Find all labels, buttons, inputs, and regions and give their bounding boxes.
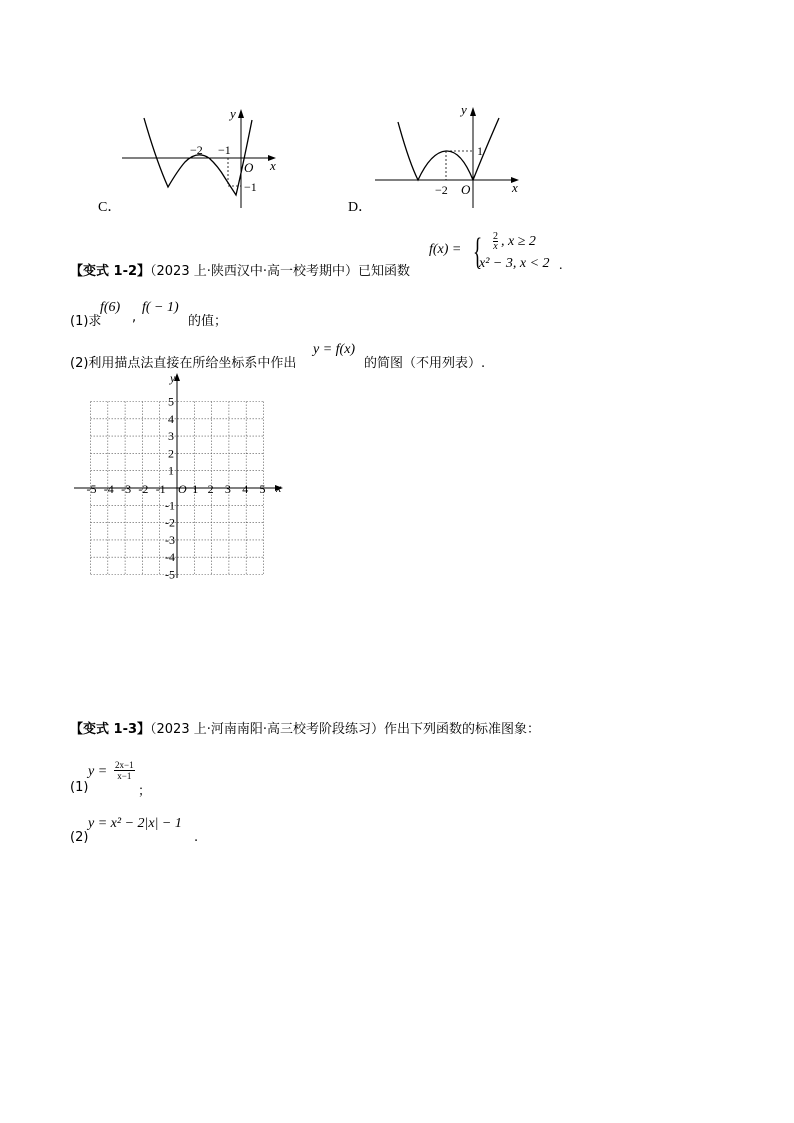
q1-sep: , <box>132 310 137 325</box>
y-tick-label: -2 <box>165 515 175 530</box>
y-tick-label: 3 <box>168 429 174 444</box>
case1-num: 2 <box>493 231 498 242</box>
graph-c-tick-neg1: −1 <box>218 143 231 157</box>
x-tick-label: -1 <box>155 482 166 496</box>
y-tick-label: -5 <box>165 567 175 582</box>
case1-den: x <box>493 241 498 252</box>
graph-d-y-arrow <box>470 107 476 116</box>
q2-suffix: 的简图（不用列表）. <box>364 356 486 371</box>
x-tick-label: -4 <box>103 482 114 496</box>
x-tick-labels <box>87 482 266 496</box>
graph-d-curve <box>398 118 499 180</box>
v13-q1-lhs: y = <box>88 764 108 779</box>
piecewise-case2: x² − 3, x < 2 <box>479 256 550 271</box>
y-tick-label: -1 <box>165 498 175 513</box>
option-d-label[interactable]: D． <box>348 200 373 215</box>
variant-1-3-source: （2023 上·河南南阳·高三校考阶段练习）作出下列函数的标准图象： <box>150 722 540 737</box>
graph-d-tick-neg2: −2 <box>435 183 448 197</box>
q2-func: y = f(x) <box>313 342 356 357</box>
graph-d-x-label: x <box>512 180 518 195</box>
variant-1-3-tag: 【变式 1-3】 <box>70 722 151 737</box>
v13-q1-label: (1) <box>70 780 89 795</box>
option-c-label[interactable]: C． <box>98 200 122 215</box>
x-tick-label: 4 <box>242 482 249 496</box>
q1-prefix: (1)求 <box>70 314 102 329</box>
graph-c-origin: O <box>244 160 254 175</box>
x-tick-label: 3 <box>224 482 231 496</box>
q1-suffix: 的值； <box>188 314 228 329</box>
v13-q1-num: 2x−1 <box>115 760 134 770</box>
grid-origin: O <box>178 482 187 496</box>
v13-q2-func: y = x² − 2|x| − 1 <box>88 816 182 831</box>
x-tick-label: 1 <box>192 482 199 496</box>
x-tick-label: -2 <box>138 482 149 496</box>
x-tick-label: 5 <box>259 482 266 496</box>
y-tick-label: 1 <box>168 463 174 478</box>
piecewise-brace: { <box>473 231 483 273</box>
grid-x-label: x <box>276 481 282 495</box>
graph-c-svg <box>110 100 290 215</box>
graph-d-y-label: y <box>461 102 467 117</box>
y-tick-label: 5 <box>168 394 174 409</box>
coordinate-grid[interactable] <box>70 368 295 583</box>
graph-c-x-label: x <box>270 158 276 173</box>
graph-d-tick-y-1: 1 <box>477 144 483 158</box>
y-tick-label: 2 <box>168 446 174 461</box>
graph-c-y-arrow <box>238 109 244 118</box>
variant-1-3-header <box>70 718 540 737</box>
v13-q2-end: . <box>194 830 199 845</box>
variant-1-2-tag: 【变式 1-2】 <box>70 264 151 279</box>
piecewise-lhs: f(x) = <box>429 242 462 257</box>
piecewise-case1-frac <box>493 232 498 251</box>
v13-q1-den: x−1 <box>117 771 132 781</box>
q1-f6: f(6) <box>100 300 121 315</box>
v13-q1-frac <box>114 760 135 781</box>
q2-prefix: (2)利用描点法直接在所给坐标系中作出 <box>70 356 297 371</box>
v13-q2-label: (2) <box>70 830 89 845</box>
variant-1-2-header <box>70 260 410 279</box>
y-tick-label: -3 <box>165 532 175 547</box>
y-tick-label: -4 <box>165 550 175 565</box>
graph-d-svg <box>365 100 535 215</box>
grid-svg <box>70 368 295 583</box>
piecewise-case1-cond: , x ≥ 2 <box>501 234 536 249</box>
option-c-graph <box>110 100 290 215</box>
piecewise-end: . <box>559 258 563 273</box>
graph-c-tick-neg2: −2 <box>190 143 203 157</box>
graph-c-y-label: y <box>230 106 236 121</box>
q1-fm1: f( − 1) <box>142 300 179 315</box>
option-d-graph <box>365 100 535 215</box>
x-tick-label: -5 <box>86 482 97 496</box>
v13-q1-end: ； <box>138 784 152 799</box>
variant-1-2-source: （2023 上·陕西汉中·高一校考期中）已知函数 <box>150 264 410 279</box>
graph-c-tick-y-neg1: −1 <box>244 180 257 194</box>
x-tick-label: -3 <box>121 482 132 496</box>
x-tick-label: 2 <box>207 482 214 496</box>
grid-y-label: y <box>170 371 176 385</box>
graph-d-origin: O <box>461 182 471 197</box>
y-tick-label: 4 <box>168 411 174 426</box>
